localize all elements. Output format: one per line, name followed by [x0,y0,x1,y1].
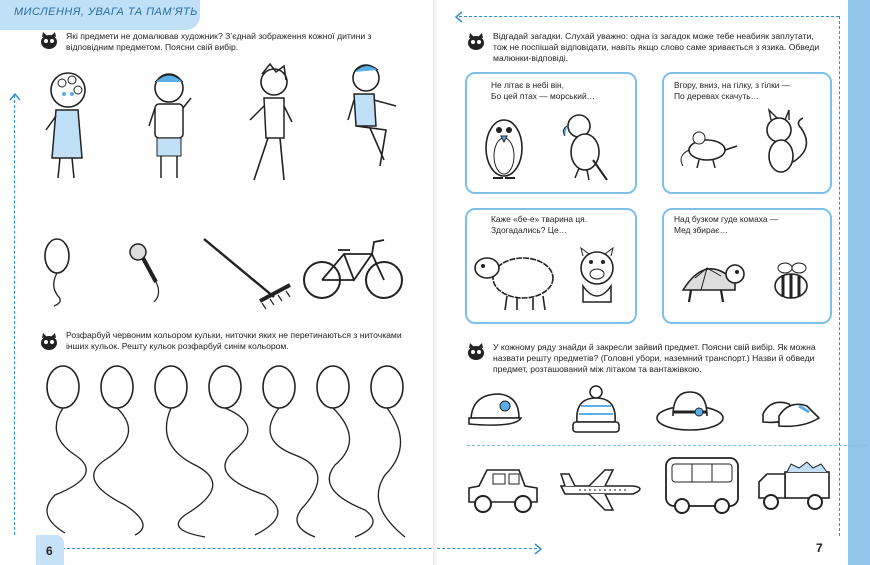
airplane-icon [559,466,649,512]
cap-icon [465,388,525,434]
riddle-2-line-1: Вгору, вниз, на гілку, з гілки — [674,80,791,90]
sheep-icon [471,244,561,314]
task-cat-icon [38,333,60,351]
microphone-icon [128,242,168,306]
left-page [0,0,433,565]
riddle-3-line-2: Здогадались? Це… [491,225,568,235]
arrow-right-icon [533,543,543,555]
mouse-icon [677,126,739,174]
arrow-up-icon [9,92,21,102]
task4-text: У кожному ряду знайди й закресли зайвий предмет. Поясни свій вибір. Як можна назвати решту предметів? (Головні убори, наземний транспорт.) Назви й обведи предмет, розташований між літаком та вантажівкою. [493,342,816,374]
task-cat-icon [465,33,487,51]
bicycle-icon [300,234,406,304]
parrot-icon [557,108,612,183]
arrow-left-icon [454,11,464,23]
sun-hat-icon [655,388,725,432]
dashed-frame-right [839,16,840,536]
boy-bicycle-icon [340,60,405,175]
girl-balloon-icon [42,68,92,183]
boy-microphone-icon [145,68,195,183]
rake-icon [200,235,292,310]
riddle-1-line-1: Не літає в небі він, [491,80,564,90]
girl-rake-icon [240,62,300,187]
row-separator [467,445,867,446]
riddle-2-line-2: По деревах скачуть… [674,91,760,101]
truck-icon [755,456,833,518]
task2-text: Розфарбуй червоним кольором кульки, ниточки яких не перетинаються з ниточками інших кульок. Решту кульок розфарбуй синім кольором. [66,330,402,351]
task3-text: Відгадай загадки. Слухай уважно: одна із загадок може тебе неабияк заплутати, тож не поспішай відповідати, навіть якщо слово саме зривається з язика. Обведи малюнки-відповіді. [493,31,820,63]
right-page [437,0,870,565]
penguin-icon [479,108,529,183]
bus-icon [662,452,742,518]
riddle-4-line-1: Над бузком гуде комаха — [674,214,779,224]
riddle-3-line-1: Каже «бе-е» тварина ця. [491,214,588,224]
squirrel-icon [757,108,817,180]
slippers-icon [759,390,823,430]
jeep-icon [465,462,541,518]
task1-text: Які предмети не домалював художник? З’єднай зображення кожної дитини з відповідним предметом. Поясни свій вибір. [66,31,372,52]
turtle-icon [677,252,747,308]
balloon-icon [42,238,72,308]
dashed-frame-top [459,16,839,17]
dashed-frame-left [14,95,15,535]
pig-icon [569,246,627,310]
dashed-frame-bottom-right [437,548,537,549]
riddle-4-line-2: Мед збирає… [674,225,728,235]
task-cat-icon [465,343,487,361]
blue-edge [848,0,870,565]
header-tab [0,0,200,30]
knit-hat-icon [567,384,625,436]
balloons-maze [35,365,425,540]
task-cat-icon [38,32,60,50]
bee-icon [767,260,815,304]
page-number: 6 [46,544,53,558]
header-title: МИСЛЕННЯ, УВАГА ТА ПАМ’ЯТЬ [14,6,198,18]
riddle-1-line-2: Бо цей птах — морський… [491,91,596,101]
page-number: 7 [816,541,823,555]
